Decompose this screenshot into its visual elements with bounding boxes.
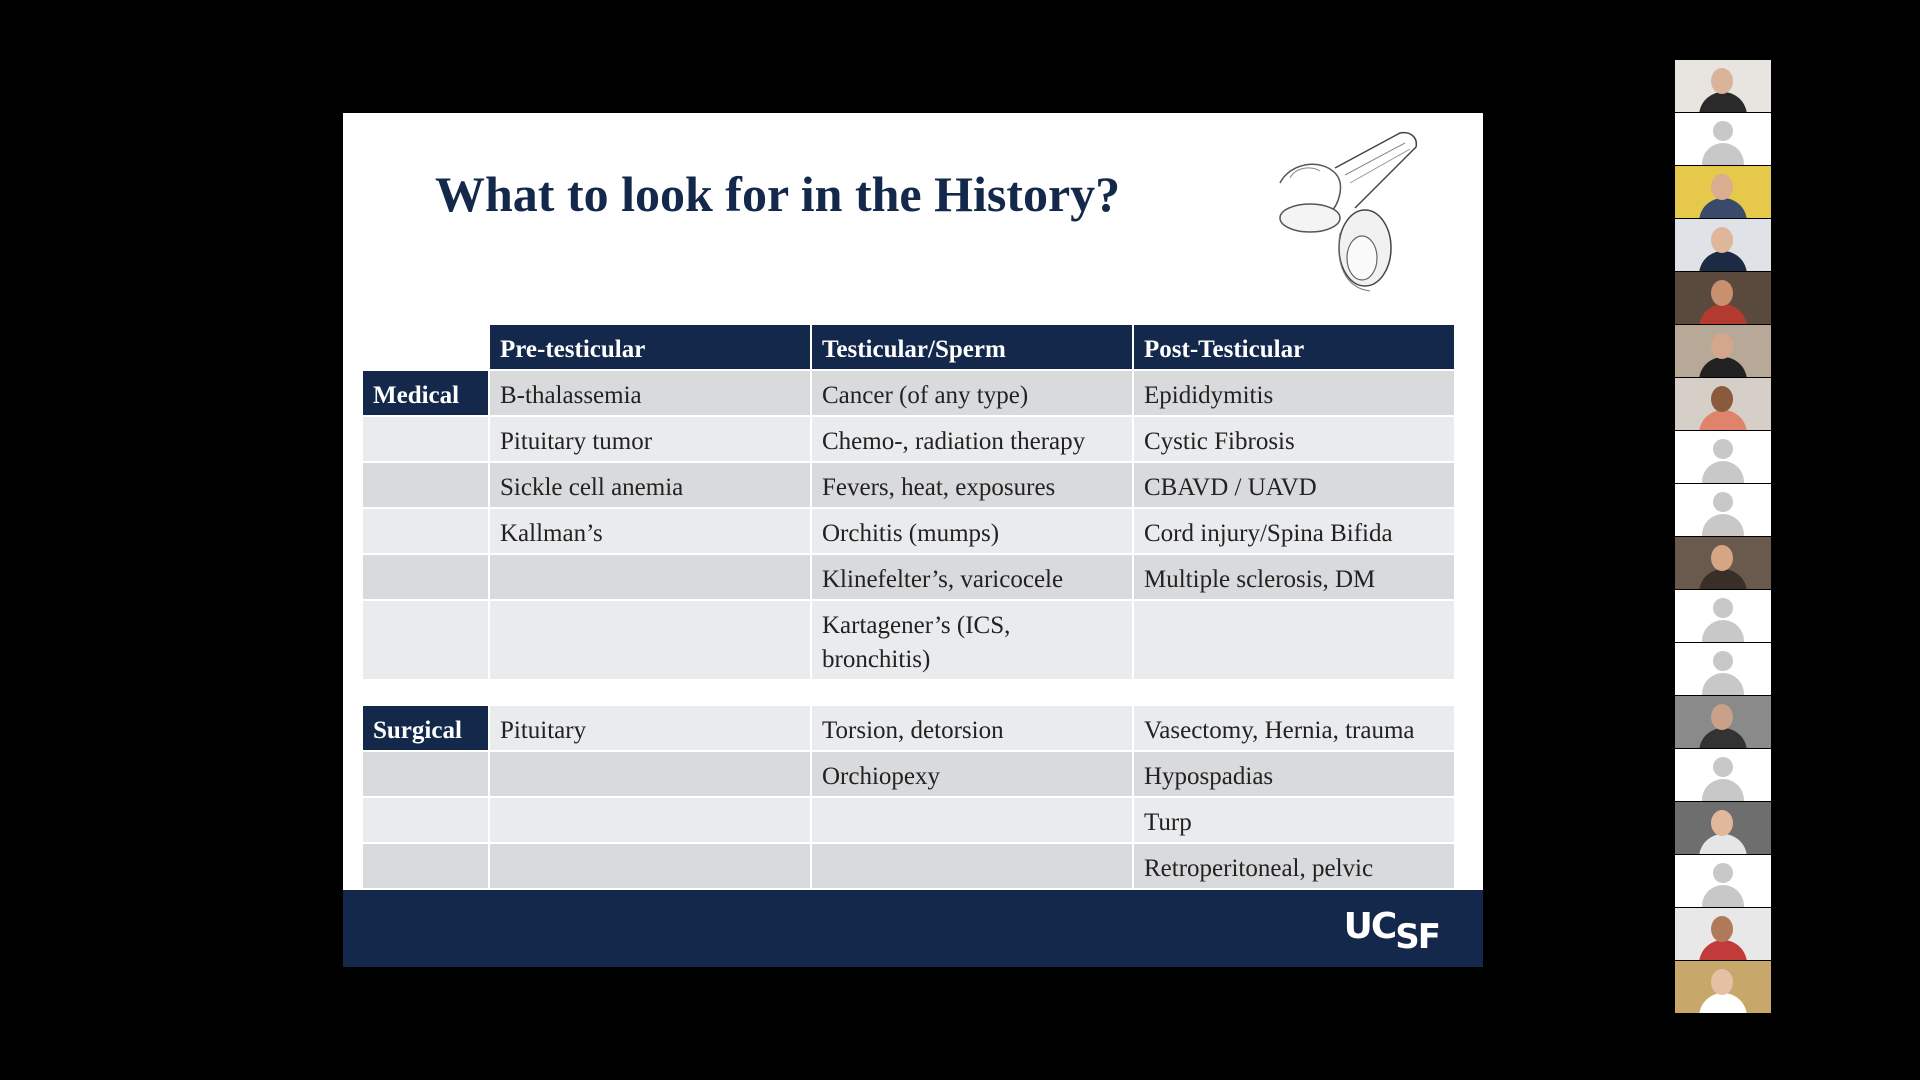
table-cell [363,509,488,553]
participant-tile-video[interactable] [1675,219,1771,271]
participant-shoulders [1699,728,1747,748]
participant-tile-no-video[interactable] [1675,484,1771,536]
table-cell: Vasectomy, Hernia, trauma [1134,706,1454,750]
table-cell: Orchitis (mumps) [812,509,1132,553]
table-cell [490,601,810,679]
table-cell: CBAVD / UAVD [1134,463,1454,507]
avatar-placeholder-icon [1713,757,1733,777]
avatar-placeholder-body [1702,885,1744,907]
participant-tile-no-video[interactable] [1675,431,1771,483]
table-cell: Orchiopexy [812,752,1132,796]
participant-gallery[interactable] [1675,60,1771,1014]
table-cell: Kartagener’s (ICS, bronchitis) [812,601,1132,679]
table-cell: Retroperitoneal, pelvic [1134,844,1454,888]
table-cell: Cystic Fibrosis [1134,417,1454,461]
participant-face [1711,280,1733,306]
participant-shoulders [1699,304,1747,324]
participant-shoulders [1699,198,1747,218]
participant-face [1711,969,1733,995]
presentation-slide [343,113,1483,967]
avatar-placeholder-icon [1713,598,1733,618]
avatar-placeholder-body [1702,673,1744,695]
table-cell [1134,601,1454,679]
table-cell: Hypospadias [1134,752,1454,796]
table-cell: Pituitary tumor [490,417,810,461]
participant-face [1711,704,1733,730]
participant-face [1711,227,1733,253]
participant-tile-video[interactable] [1675,537,1771,589]
table-cell [812,844,1132,888]
participant-face [1711,174,1733,200]
table-cell: Turp [1134,798,1454,842]
table-cell: Torsion, detorsion [812,706,1132,750]
table-cell: Fevers, heat, exposures [812,463,1132,507]
participant-shoulders [1699,834,1747,854]
avatar-placeholder-icon [1713,863,1733,883]
participant-tile-video[interactable] [1675,166,1771,218]
table-cell [490,752,810,796]
participant-face [1711,68,1733,94]
participant-tile-video[interactable] [1675,908,1771,960]
row-label-medical: Medical [363,371,488,415]
participant-tile-video[interactable] [1675,60,1771,112]
participant-tile-video[interactable] [1675,272,1771,324]
row-label-surgical: Surgical [363,706,488,750]
avatar-placeholder-icon [1713,492,1733,512]
avatar-placeholder-icon [1713,651,1733,671]
participant-tile-video[interactable] [1675,696,1771,748]
table-cell: Sickle cell anemia [490,463,810,507]
table-cell: Chemo-, radiation therapy [812,417,1132,461]
col-header-post-testicular: Post-Testicular [1134,325,1454,369]
avatar-placeholder-icon [1713,439,1733,459]
table-cell [363,844,488,888]
table-cell: Pituitary [490,706,810,750]
table-cell [363,601,488,679]
table-cell [490,798,810,842]
avatar-placeholder-body [1702,143,1744,165]
table-cell [490,844,810,888]
table-cell [363,463,488,507]
participant-tile-video[interactable] [1675,961,1771,1013]
anatomy-illustration-icon [1260,123,1440,303]
table-cell [363,798,488,842]
table-cell: Cord injury/Spina Bifida [1134,509,1454,553]
participant-face [1711,810,1733,836]
participant-tile-video[interactable] [1675,378,1771,430]
participant-face [1711,386,1733,412]
participant-shoulders [1699,251,1747,271]
participant-tile-no-video[interactable] [1675,643,1771,695]
col-header-pre-testicular: Pre-testicular [490,325,810,369]
slide-footer [343,890,1483,967]
table-cell [363,752,488,796]
avatar-placeholder-body [1702,620,1744,642]
participant-face [1711,916,1733,942]
participant-shoulders [1699,357,1747,377]
table-cell: Kallman’s [490,509,810,553]
participant-tile-video[interactable] [1675,325,1771,377]
ucsf-logo: UCSF [1343,906,1439,957]
participant-tile-no-video[interactable] [1675,855,1771,907]
participant-face [1711,545,1733,571]
table-cell [363,417,488,461]
avatar-placeholder-body [1702,779,1744,801]
participant-face [1711,333,1733,359]
table-cell [812,798,1132,842]
participant-shoulders [1699,410,1747,430]
participant-shoulders [1699,940,1747,960]
participant-shoulders [1699,92,1747,112]
table-cell: Multiple sclerosis, DM [1134,555,1454,599]
table-cell [490,555,810,599]
table-cell: B-thalassemia [490,371,810,415]
avatar-placeholder-body [1702,461,1744,483]
table-cell: Cancer (of any type) [812,371,1132,415]
participant-shoulders [1699,993,1747,1013]
participant-tile-video[interactable] [1675,802,1771,854]
participant-tile-no-video[interactable] [1675,590,1771,642]
table-cell: Epididymitis [1134,371,1454,415]
table-cell [363,555,488,599]
participant-tile-no-video[interactable] [1675,113,1771,165]
table-cell: Klinefelter’s, varicocele [812,555,1132,599]
avatar-placeholder-body [1702,514,1744,536]
avatar-placeholder-icon [1713,121,1733,141]
slide-title: What to look for in the History? [435,166,1121,222]
participant-shoulders [1699,569,1747,589]
participant-tile-no-video[interactable] [1675,749,1771,801]
col-header-testicular: Testicular/Sperm [812,325,1132,369]
